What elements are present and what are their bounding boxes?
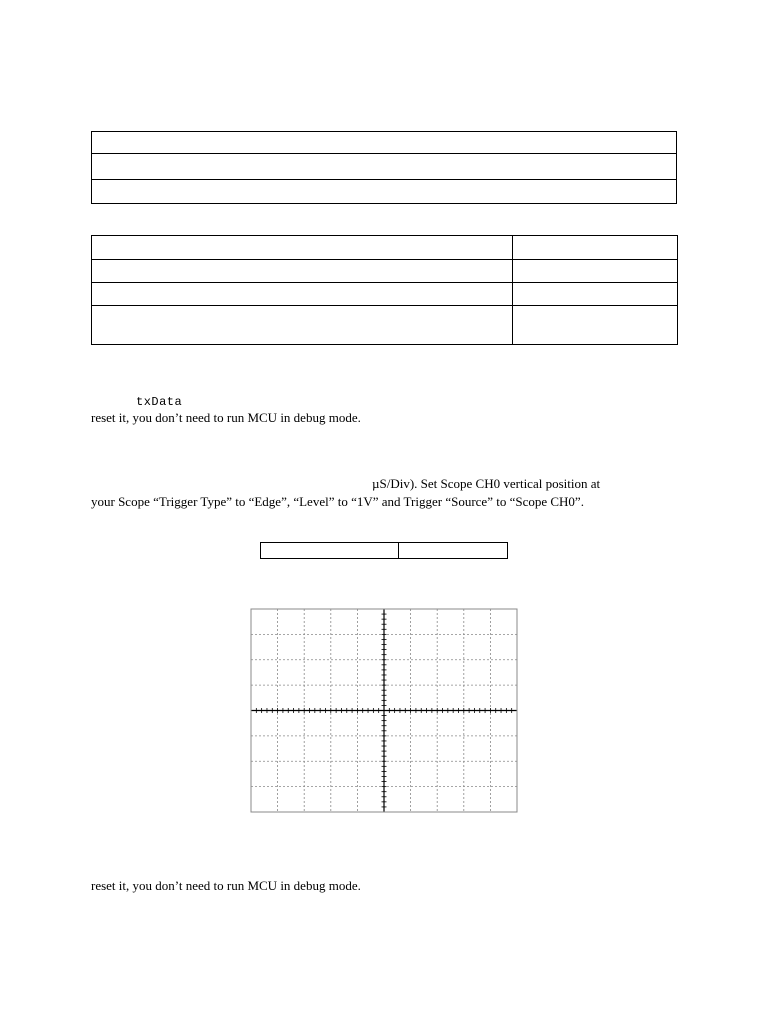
- info-table-1: [91, 131, 677, 204]
- table-cell: [92, 260, 513, 283]
- table-cell: [92, 154, 677, 180]
- table-cell: [92, 306, 513, 345]
- table-cell: [92, 180, 677, 204]
- oscilloscope-grid: [250, 608, 518, 813]
- table-row: [92, 132, 677, 154]
- table-row: [92, 236, 678, 260]
- table-cell: [92, 132, 677, 154]
- table-cell: [513, 283, 678, 306]
- info-table-2: [91, 235, 678, 345]
- table-cell: [261, 543, 399, 559]
- table-cell: [513, 236, 678, 260]
- table-row: [92, 180, 677, 204]
- table-cell: [92, 236, 513, 260]
- paragraph-line: reset it, you don’t need to run MCU in debug mode.: [91, 878, 361, 893]
- code-token-txdata: txData: [136, 395, 183, 409]
- table-row: [92, 154, 677, 180]
- table-row: [261, 543, 508, 559]
- table-cell: [399, 543, 508, 559]
- table-row: [92, 283, 678, 306]
- paragraph-line: µS/Div). Set Scope CH0 vertical position at: [372, 476, 601, 491]
- table-cell: [513, 260, 678, 283]
- paragraph-line: your Scope “Trigger Type” to “Edge”, “Level” to “1V” and Trigger “Source” to “Scope CH0”.: [91, 494, 584, 509]
- table-row: [92, 306, 678, 345]
- paragraph-line: reset it, you don’t need to run MCU in debug mode.: [91, 410, 361, 425]
- info-table-3: [260, 542, 508, 559]
- table-row: [92, 260, 678, 283]
- table-cell: [513, 306, 678, 345]
- table-cell: [92, 283, 513, 306]
